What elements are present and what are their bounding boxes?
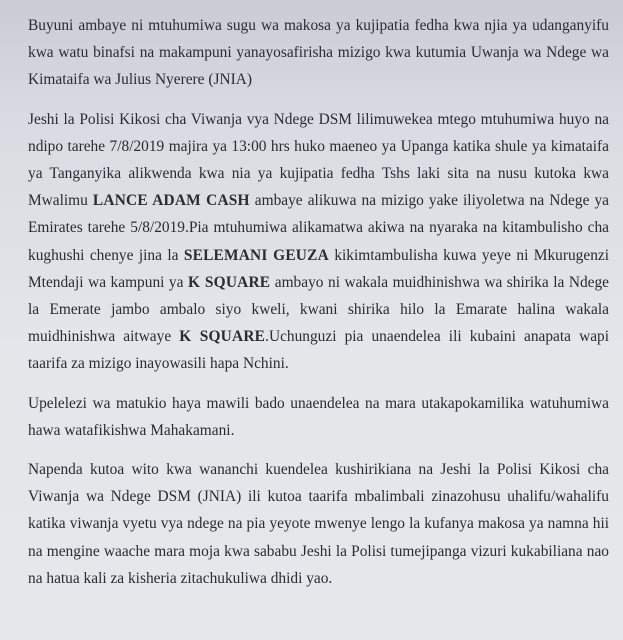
bold-name-lance-adam-cash: LANCE ADAM CASH — [92, 192, 250, 210]
paragraph-text: Upelelezi wa matukio haya mawili bado unaendelea na mara utakapokamilika watuhumiwa hawa watafikishwa Mahakamani. — [28, 394, 609, 439]
paragraph-public-appeal — [28, 456, 609, 592]
paragraph-suspect-background — [28, 12, 609, 94]
paragraph-text: Napenda kutoa wito kwa wananchi kuendelea kushirikiana na Jeshi la Polisi Kikosi cha Viwanja wa Ndege DSM (JNIA) ili kutoa taarifa mbalimbali zinazohusu uhalifu/wahalifu katika viwanja vyetu vya ndege na pia yeyote mwenye lengo la kufanya makosa ya namna hii na mengine waache mara moja kwa sababu Jeshi la Polisi tumejipanga vizuri kukabiliana nao na hatua kali za kisheria zitachukuliwa dhidi yao. — [28, 461, 609, 587]
paragraph-text: ambaye alikuwa na mizigo yake iliyoletwa na Ndege ya Emirates tarehe 5/8/2019.Pia mtuhumiwa alikamatwa akiwa na nyaraka na kitambulisho cha kughushi chenye jina la — [28, 192, 609, 264]
paragraph-arrest-details — [28, 106, 609, 378]
bold-company-k-square: K SQUARE — [179, 328, 266, 346]
paragraph-text: .Uchunguzi pia unaendelea ili kubaini anapata wapi taarifa za mizigo inayowasili hapa Nchini. — [28, 328, 610, 373]
paragraph-investigation-status — [28, 390, 609, 444]
paragraph-text: Jeshi la Polisi Kikosi cha Viwanja vya Ndege DSM lilimuwekea mtego mtuhumiwa huyo na ndipo tarehe 7/8/2019 majira ya 13:00 hrs huko maeneo ya Upanga katika shule ya kimataifa ya Tanganyika alikwenda kwa nia ya kujipatia fedha Tshs laki sita na nusu kutoka kwa Mwalimu — [28, 110, 609, 210]
paragraph-text: ambayo ni wakala muidhinishwa wa shirika la Ndege la Emerate jambo ambalo siyo kweli, kwani shirika hilo la Emarate halina wakala muidhinishwa aitwaye — [28, 273, 609, 346]
paragraph-text: kikimtambulisha kuwa yeye ni Mkurugenzi Mtendaji wa kampuni ya — [28, 246, 610, 291]
bold-company-k-square: K SQUARE — [188, 273, 271, 291]
paragraph-text: Buyuni ambaye ni mtuhumiwa sugu wa makosa ya kujipatia fedha kwa njia ya udanganyifu kwa watu binafsi na makampuni yanayosafirisha mizigo kwa kutumia Uwanja wa Ndege wa Kimataifa wa Julius Nyerere (JNIA) — [28, 17, 609, 89]
bold-name-selemani-geuza: SELEMANI GEUZA — [183, 246, 329, 264]
